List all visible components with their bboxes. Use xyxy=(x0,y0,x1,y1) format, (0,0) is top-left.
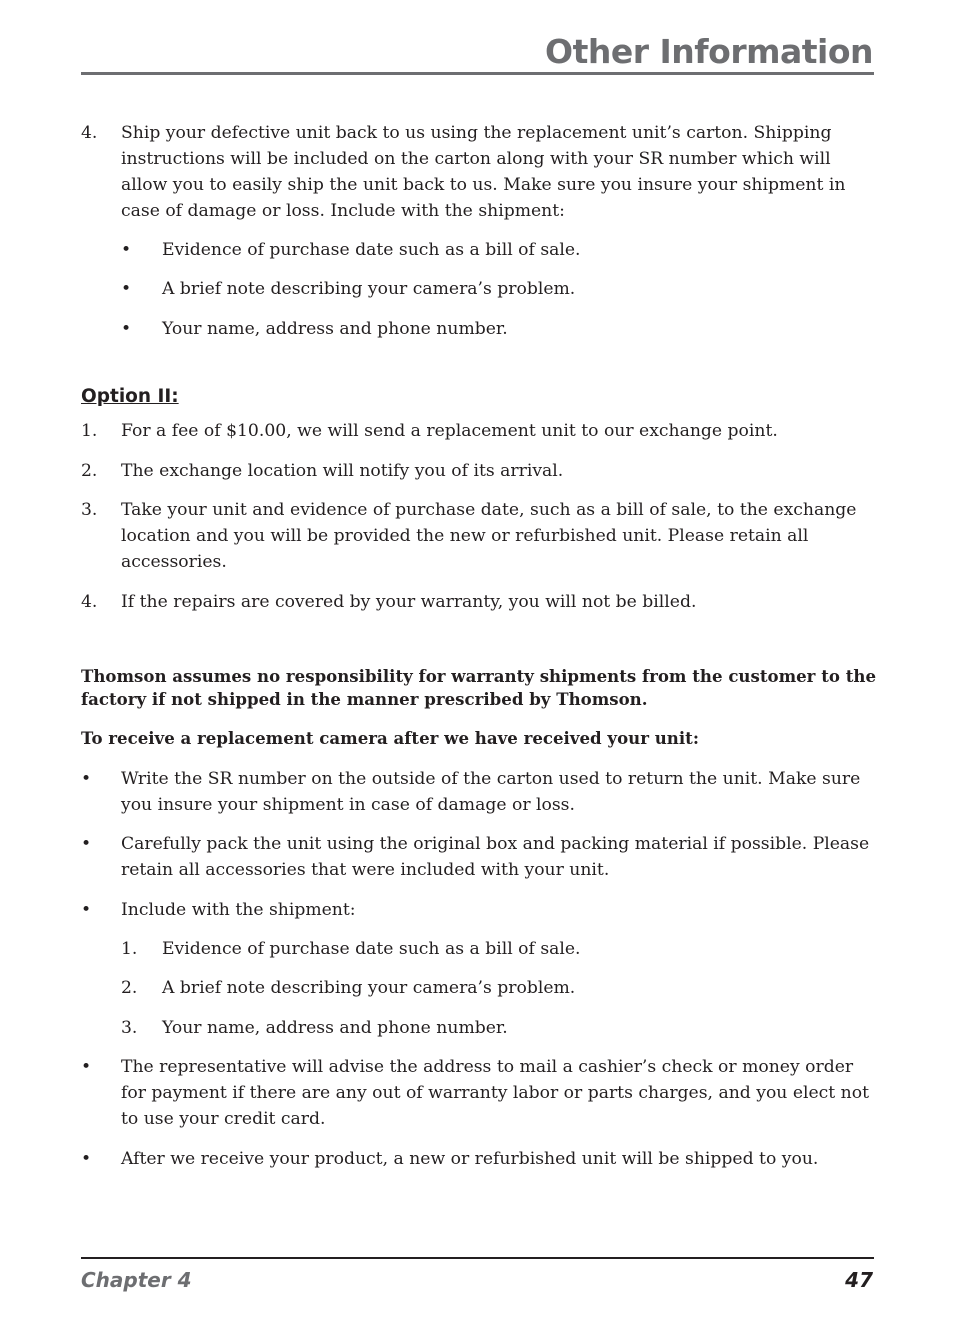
step-text: If the repairs are covered by your warranty, you will not be billed. xyxy=(121,592,697,612)
list-item-text: Your name, address and phone number. xyxy=(162,319,508,339)
bullet-icon: • xyxy=(81,900,92,920)
step-number: 2. xyxy=(81,461,98,481)
header-rule xyxy=(81,72,874,75)
footer-chapter: Chapter 4 xyxy=(81,1268,192,1292)
bullet-icon: • xyxy=(121,319,132,339)
step-text: Ship your defective unit back to us using the replacement unit’s carton. Shipping instructions will be included on the carton along with your SR number which will allow you to easily ship the unit back to us. Make sure you insure your shipment in case of damage or loss. Include with the shipment: xyxy=(121,123,846,221)
bullet-icon: • xyxy=(81,769,92,789)
step-number: 3. xyxy=(81,500,98,520)
replacement-heading: To receive a replacement camera after we have received your unit: xyxy=(81,728,699,748)
option-ii-heading: Option II: xyxy=(81,386,179,407)
list-item-text: After we receive your product, a new or refurbished unit will be shipped to you. xyxy=(121,1149,819,1169)
step-text: The exchange location will notify you of its arrival. xyxy=(121,461,564,481)
step-text: A brief note describing your camera’s problem. xyxy=(162,978,576,998)
page-number: 47 xyxy=(845,1268,873,1292)
bullet-icon: • xyxy=(81,1057,92,1077)
step-number: 3. xyxy=(121,1018,138,1038)
list-item-text: Carefully pack the unit using the original box and packing material if possible. Please retain all accessories that were included with your unit. xyxy=(121,834,870,880)
step-number: 2. xyxy=(121,978,138,998)
bullet-icon: • xyxy=(121,279,132,299)
step-number: 4. xyxy=(81,123,98,143)
list-item-text: The representative will advise the address to mail a cashier’s check or money order for payment if there are any out of warranty labor or parts charges, and you elect not to use your credit card. xyxy=(121,1057,869,1129)
page-header-title: Other Information xyxy=(545,32,873,71)
list-item-text: Include with the shipment: xyxy=(121,900,356,920)
bullet-icon: • xyxy=(81,834,92,854)
step-number: 1. xyxy=(81,421,98,441)
step-text: Evidence of purchase date such as a bill of sale. xyxy=(162,939,581,959)
list-item-text: Evidence of purchase date such as a bill of sale. xyxy=(162,240,581,260)
step-text: Take your unit and evidence of purchase date, such as a bill of sale, to the exchange location and you will be provided the new or refurbished unit. Please retain all accessories. xyxy=(121,500,857,572)
step-text: Your name, address and phone number. xyxy=(162,1018,508,1038)
footer-rule xyxy=(81,1257,874,1259)
list-item-text: Write the SR number on the outside of the carton used to return the unit. Make sure you insure your shipment in case of damage or loss. xyxy=(121,769,861,815)
bullet-icon: • xyxy=(121,240,132,260)
bullet-icon: • xyxy=(81,1149,92,1169)
list-item-text: A brief note describing your camera’s problem. xyxy=(162,279,576,299)
step-text: For a fee of $10.00, we will send a replacement unit to our exchange point. xyxy=(121,421,778,441)
step-number: 1. xyxy=(121,939,138,959)
responsibility-notice: Thomson assumes no responsibility for warranty shipments from the customer to the factory if not shipped in the manner prescribed by Thomson. xyxy=(81,666,877,709)
step-number: 4. xyxy=(81,592,98,612)
